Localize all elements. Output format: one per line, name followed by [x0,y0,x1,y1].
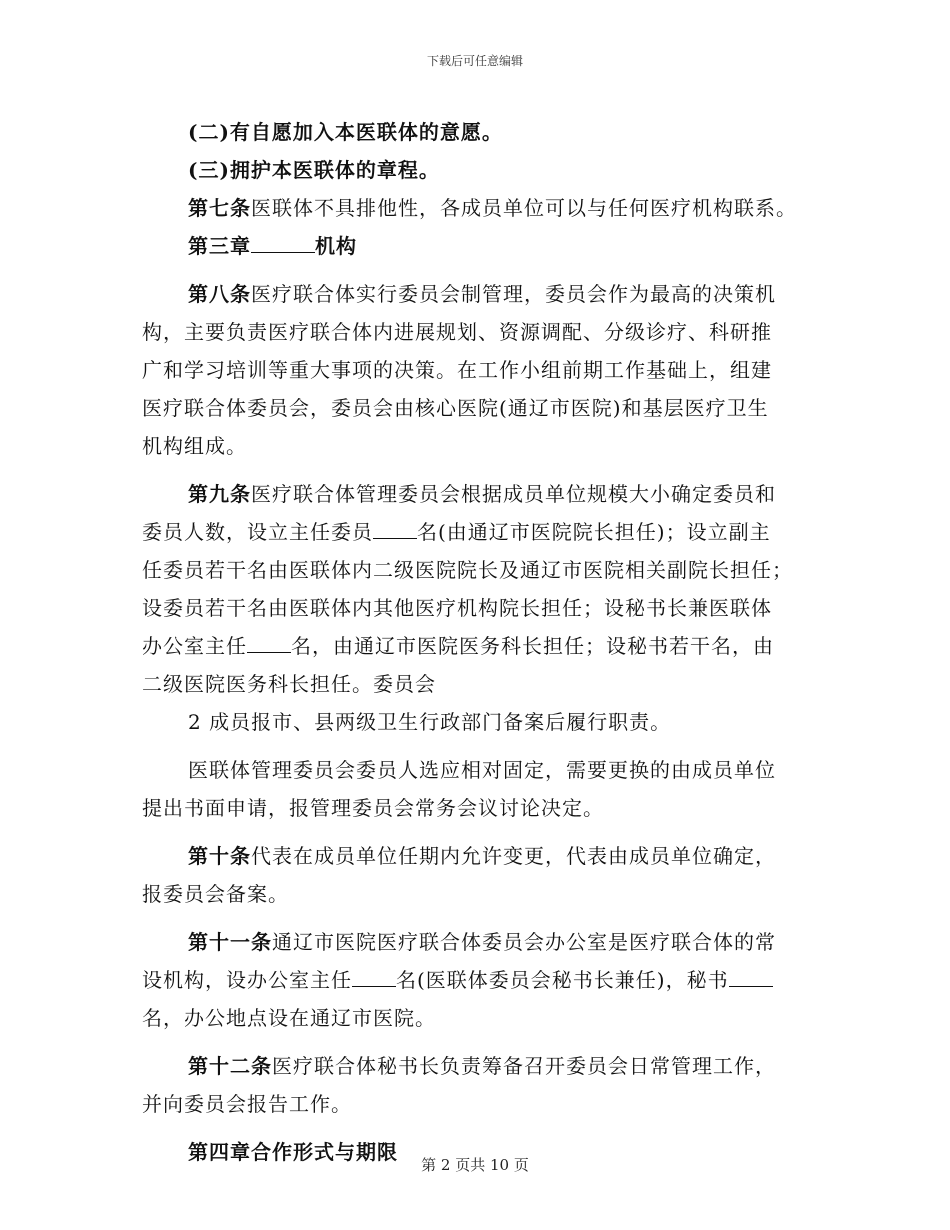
chapter-4-heading: 第四章合作形式与期限 [188,1140,398,1164]
page-footer: 第 2 页共 10 页 [421,1156,529,1174]
article-12-line-1: 医疗联合体秘书长负责筹备召开委员会日常管理工作， [272,1054,776,1078]
member-change-line-1: 医联体管理委员会委员人选应相对固定，需要更换的由成员单位 [188,758,776,782]
article-7-text: 医联体不具排他性，各成员单位可以与任何医疗机构联系。 [251,196,797,220]
article-9-title: 第九条 [188,482,251,506]
article-11 [142,923,832,961]
article-9-line-2a: 委员人数，设立主任委员 [142,520,373,544]
article-12-title: 第十二条 [188,1054,272,1078]
condition-3: (三)拥护本医联体的章程。 [188,158,440,182]
page-header: 下载后可任意编辑 [426,54,523,68]
article-12 [142,1047,832,1085]
article-10-line-1: 代表在成员单位任期内允许变更，代表由成员单位确定， [251,844,776,868]
blank-underline [251,232,315,253]
article-11-line-3: 名，办公地点设在通辽市医院。 [142,1006,436,1030]
document-body [142,113,832,1171]
article-9 [142,475,832,513]
article-8-line-2: 构，主要负责医疗联合体内进展规划、资源调配、分级诊疗、科研推 [142,320,772,344]
article-10-line-2: 报委员会备案。 [142,882,289,906]
article-8-line-3: 广和学习培训等重大事项的决策。在工作小组前期工作基础上，组建 [142,358,772,382]
blank-underline [247,632,291,653]
article-9-line-3: 任委员若干名由医联体内二级医院院长及通辽市医院相关副院长担任； [142,558,793,582]
article-8-line-4: 医疗联合体委员会，委员会由核心医院(通辽市医院)和基层医疗卫生 [142,396,769,420]
article-12-line-2: 并向委员会报告工作。 [142,1092,352,1116]
blank-underline [729,966,773,987]
blank-underline [373,518,417,539]
condition-2: (二)有自愿加入本医联体的意愿。 [188,120,503,144]
article-7-title: 第七条 [188,196,251,220]
chapter-3-heading [142,227,832,265]
article-8-line-1: 医疗联合体实行委员会制管理，委员会作为最高的决策机 [251,282,776,306]
chapter-3-title: 机构 [315,234,357,258]
article-9-line-4: 设委员若干名由医联体内其他医疗机构院长担任；设秘书长兼医联体 [142,596,772,620]
article-11-title: 第十一条 [188,930,272,954]
article-9-line-1: 医疗联合体管理委员会根据成员单位规模大小确定委员和 [251,482,776,506]
article-11-line-2a: 设机构，设办公室主任 [142,968,352,992]
article-8-title: 第八条 [188,282,251,306]
article-9-line-2 [142,513,832,551]
article-9-line-5a: 办公室主任 [142,634,247,658]
article-11-line-2b: 名(医联体委员会秘书长兼任)，秘书 [396,968,729,992]
article-7 [142,189,832,227]
article-10 [142,837,832,875]
article-9-line-2b: 名(由通辽市医院院长担任)；设立副主 [417,520,771,544]
article-9-line-5 [142,627,832,665]
member-change-line-2: 提出书面申请，报管理委员会常务会议讨论决定。 [142,796,604,820]
blank-underline [352,966,396,987]
article-9-line-6: 二级医院医务科长担任。委员会 [142,672,436,696]
article-9-line-5b: 名，由通辽市医院医务科长担任；设秘书若干名，由 [291,634,774,658]
article-8-line-5: 机构组成。 [142,434,247,458]
article-8 [142,275,832,313]
chapter-3-number: 第三章 [188,234,251,258]
article-11-line-2 [142,961,832,999]
article-10-title: 第十条 [188,844,251,868]
article-11-line-1: 通辽市医院医疗联合体委员会办公室是医疗联合体的常 [272,930,776,954]
members-filing: 2 成员报市、县两级卫生行政部门备案后履行职责。 [188,710,672,734]
